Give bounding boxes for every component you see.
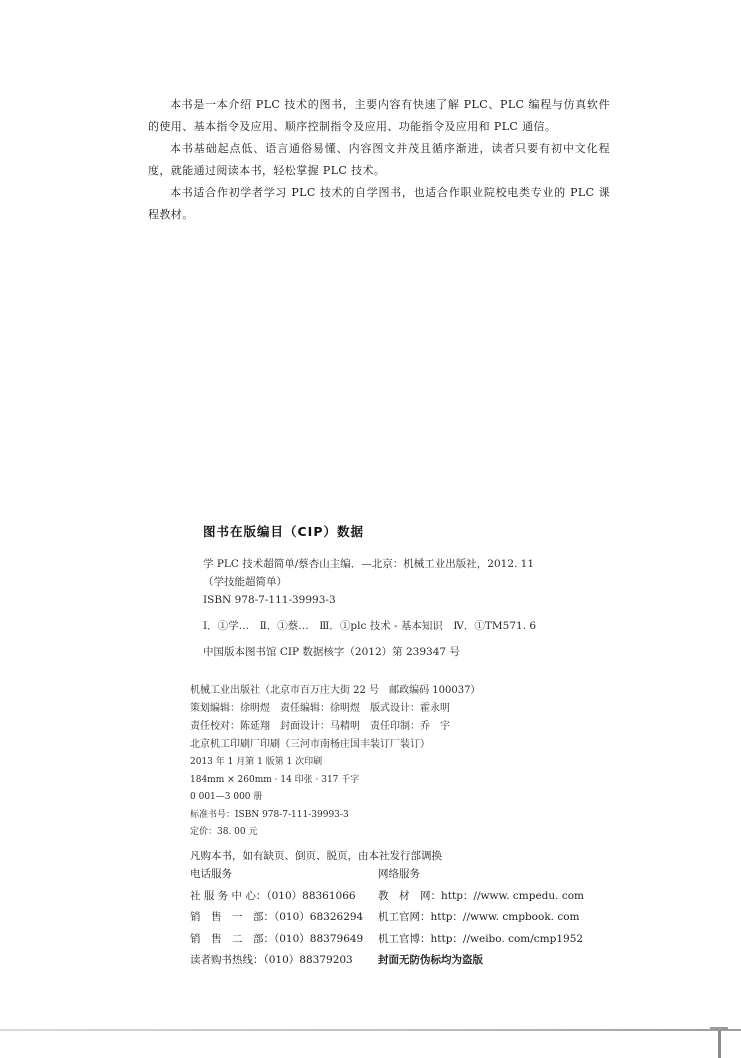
anti-piracy-notice: 封面无防伪标均为盗版 (378, 954, 483, 966)
web-service-header: 网络服务 (378, 868, 420, 880)
publisher-line: 机械工业出版社（北京市百万庄大街 22 号 邮政编码 100037） (190, 685, 481, 696)
contact-row (190, 907, 630, 929)
notice-text: 凡购本书，如有缺页、倒页、脱页，由本社发行部调换 (190, 850, 442, 862)
reader-hotline: 读者购书热线：（010）88379203 (190, 954, 353, 966)
cip-data-block (203, 555, 623, 661)
service-center-phone: 社 服 务 中 心：（010）88361066 (190, 889, 356, 902)
cip-classification: Ⅰ．①学… Ⅱ．①蔡… Ⅲ．①plc 技术 - 基本知识 Ⅳ．①TM571. 6 (203, 620, 537, 632)
price-line: 定价：38. 00 元 (190, 827, 258, 837)
official-weibo: 机工官博：http：//weibo. com/cmp1952 (378, 932, 584, 945)
cip-record: 中国版本图书馆 CIP 数据核字（2012）第 239347 号 (203, 646, 460, 658)
summary-paragraph: 本书基础起点低、语言通俗易懂、内容图文并茂且循序渐进，读者只要有初中文化程度，就能通过阅读本书，轻松掌握 PLC 技术。 (148, 142, 610, 177)
summary-paragraph: 本书适合作初学者学习 PLC 技术的自学图书，也适合作职业院校电类专业的 PLC 课程教材。 (148, 186, 610, 221)
phone-service-header: 电话服务 (190, 868, 232, 880)
cip-book-line: 学 PLC 技术超简单/蔡杏山主编．—北京：机械工业出版社，2012. 11 (203, 558, 535, 570)
standard-isbn-line: 标准书号：ISBN 978-7-111-39993-3 (190, 809, 349, 820)
scan-corner-mark (710, 1027, 728, 1058)
publication-info (190, 682, 620, 842)
official-website: 机工官网：http：//www. cmpbook. com (378, 911, 580, 923)
format-line: 184mm × 260mm · 14 印张 · 317 千字 (190, 774, 360, 785)
contact-row (190, 950, 630, 972)
sales-dept-two-phone: 销 售 二 部：（010）88379649 (190, 932, 364, 945)
editors-line: 策划编辑：徐明煜 责任编辑：徐明煜 版式设计：霍永明 (190, 703, 450, 714)
copies-line: 0 001—3 000 册 (190, 792, 263, 802)
cip-gap (203, 635, 623, 643)
cip-title: 图书在版编目（CIP）数据 (203, 524, 364, 539)
cip-series: （学技能超简单） (203, 576, 287, 588)
proofreading-line: 责任校对：陈延翔 封面设计：马精明 责任印制：乔 宇 (190, 721, 450, 732)
contact-table (190, 864, 630, 972)
sales-dept-one-phone: 销 售 一 部：（010）68326294 (190, 911, 364, 923)
page-bottom-edge (0, 1029, 741, 1031)
book-summary (148, 94, 610, 226)
contact-row (190, 886, 630, 908)
contact-row (190, 929, 630, 951)
cip-isbn: ISBN 978-7-111-39993-3 (203, 594, 336, 606)
summary-paragraph: 本书是一本介绍 PLC 技术的图书，主要内容有快速了解 PLC、PLC 编程与仿真软件的使用、基本指令及应用、顺序控制指令及应用、功能指令及应用和 PLC 通信。 (148, 98, 610, 133)
textbook-website: 教 材 网：http：//www. cmpedu. com (378, 889, 584, 902)
edition-line: 2013 年 1 月第 1 版第 1 次印刷 (190, 757, 323, 767)
return-notice (190, 846, 630, 866)
contact-header-row (190, 864, 630, 886)
printer-line: 北京机工印刷厂印刷（三河市南杨庄国丰装订厂装订） (190, 739, 430, 750)
cip-gap (203, 609, 623, 617)
